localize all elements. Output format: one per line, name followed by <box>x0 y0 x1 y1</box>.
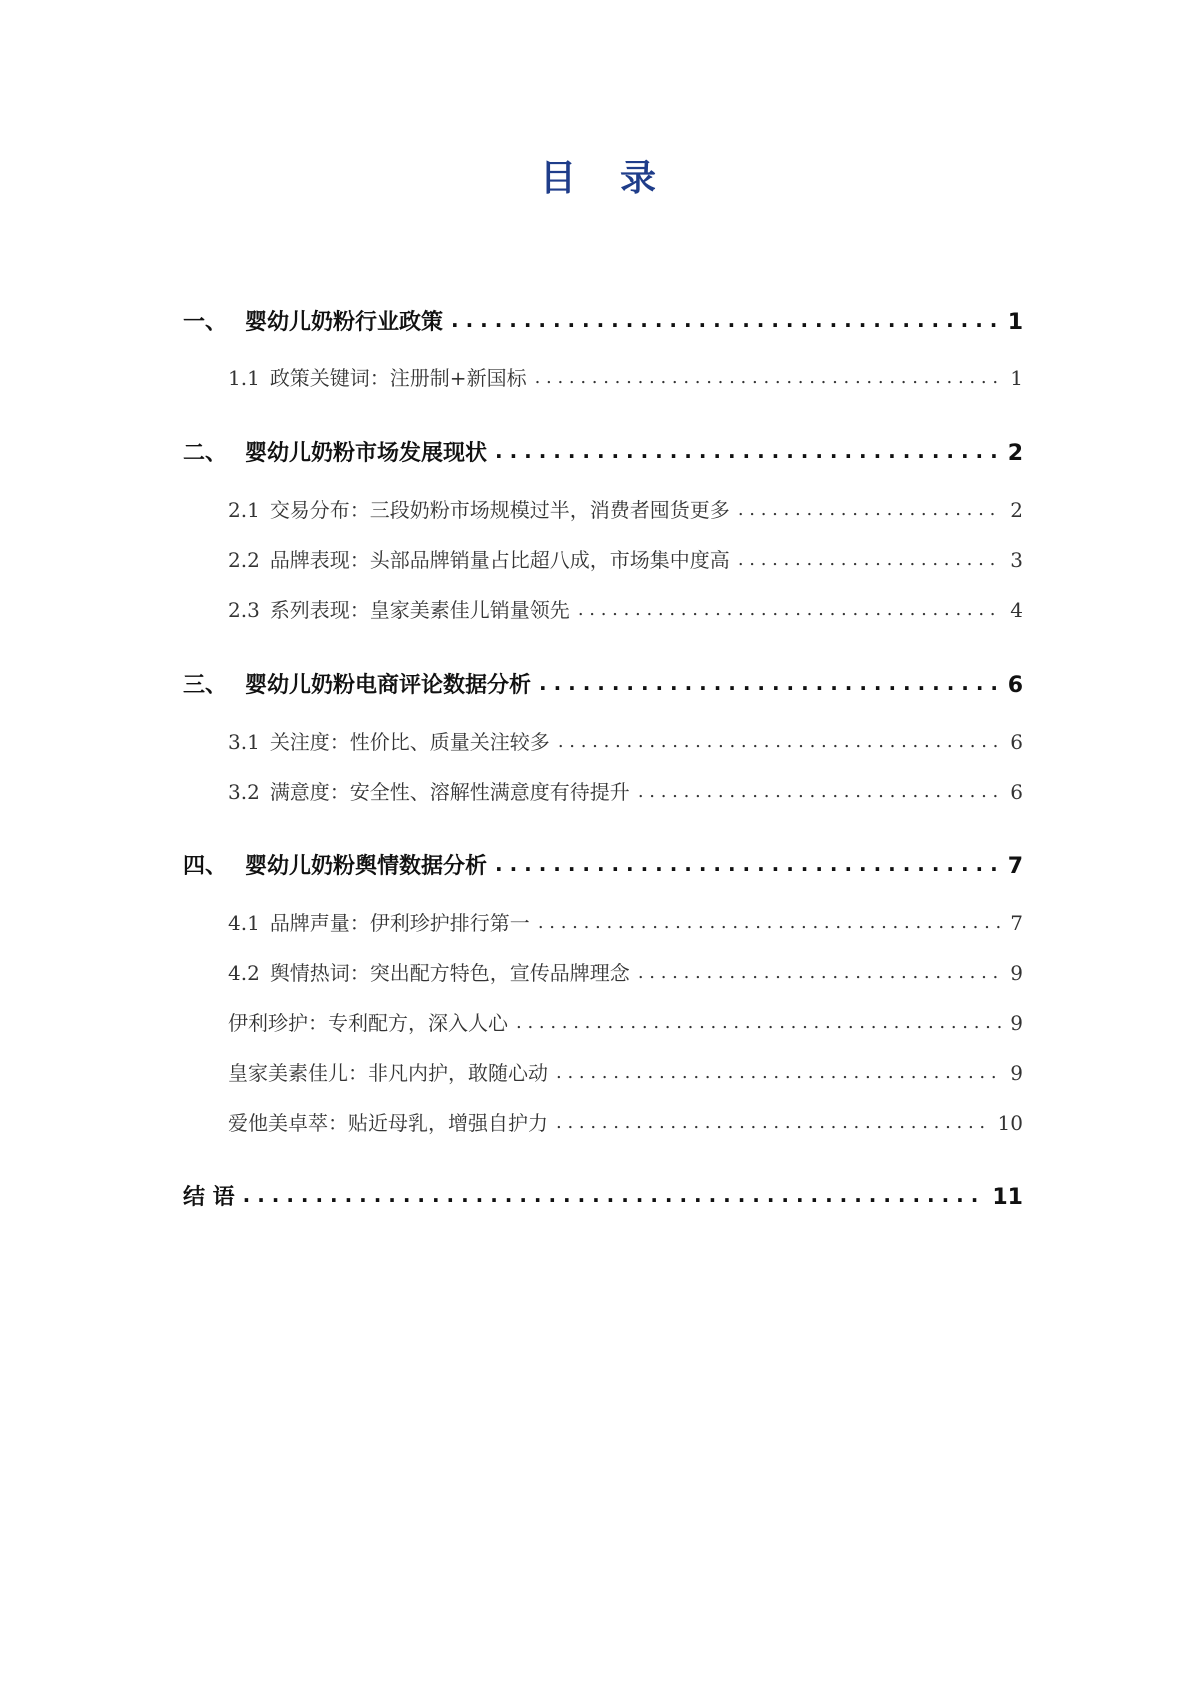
toc-leader-dots <box>638 781 1002 802</box>
toc-entry[interactable] <box>228 544 1023 573</box>
toc-entry-page: 6 <box>1007 673 1023 698</box>
toc-entry[interactable] <box>228 594 1023 623</box>
toc-leader-dots <box>243 1183 985 1207</box>
toc-entry[interactable] <box>183 305 1023 336</box>
toc-leader-dots <box>495 439 1000 463</box>
toc-entry-page: 7 <box>1007 854 1023 879</box>
toc-leader-dots <box>556 1062 1002 1083</box>
toc-entry-number: 2.3 <box>228 598 260 622</box>
toc-entry-number: 二、 <box>183 441 228 466</box>
toc-entry-title: 婴幼儿奶粉舆情数据分析 <box>245 854 488 879</box>
toc-leader-dots <box>451 308 1000 332</box>
toc-entry-page: 6 <box>1010 730 1023 754</box>
toc-entry-number: 3.2 <box>228 780 260 804</box>
toc-entry[interactable] <box>228 1107 1023 1136</box>
toc-entry-title: 婴幼儿奶粉市场发展现状 <box>245 441 488 466</box>
toc-entry-page: 2 <box>1010 498 1023 522</box>
toc-leader-dots <box>578 599 1002 620</box>
toc-entry-page: 3 <box>1010 548 1023 572</box>
toc-entry-page: 6 <box>1010 780 1023 804</box>
toc-entry[interactable] <box>228 494 1023 523</box>
toc-entry-page: 2 <box>1007 441 1023 466</box>
toc-leader-dots <box>556 1112 990 1133</box>
toc-entry-page: 4 <box>1010 598 1023 622</box>
toc-entry[interactable] <box>228 1057 1023 1086</box>
toc-entry[interactable] <box>228 776 1023 805</box>
toc-entry-title: 品牌声量：伊利珍护排行第一 <box>269 911 530 935</box>
toc-entry-title: 系列表现：皇家美素佳儿销量领先 <box>269 598 570 622</box>
toc-entry-page: 9 <box>1010 1011 1023 1035</box>
toc-entry-page: 10 <box>997 1111 1023 1135</box>
toc-entry-page: 11 <box>992 1185 1023 1210</box>
toc-entry[interactable] <box>228 1007 1023 1036</box>
toc-leader-dots <box>516 1012 1002 1033</box>
toc-entry[interactable] <box>183 668 1023 699</box>
toc-leader-dots <box>539 671 1000 695</box>
toc-entry-title: 婴幼儿奶粉电商评论数据分析 <box>245 673 532 698</box>
toc-leader-dots <box>558 731 1002 752</box>
toc-leader-dots <box>535 367 1003 388</box>
toc-entry-title: 关注度：性价比、质量关注较多 <box>269 730 550 754</box>
toc-entry[interactable] <box>228 957 1023 986</box>
toc-entry-title: 政策关键词：注册制+新国标 <box>269 366 527 390</box>
toc-entry-number: 1.1 <box>228 366 260 390</box>
toc-entry-title: 舆情热词：突出配方特色，宣传品牌理念 <box>269 961 630 985</box>
toc-entry-number: 4.2 <box>228 961 260 985</box>
page-title: 目 录 <box>539 158 660 199</box>
toc-leader-dots <box>638 962 1002 983</box>
toc-leader-dots <box>738 549 1002 570</box>
toc-entry-page: 1 <box>1007 310 1023 335</box>
toc-entry-title: 品牌表现：头部品牌销量占比超八成，市场集中度高 <box>269 548 730 572</box>
toc-entry-title: 交易分布：三段奶粉市场规模过半，消费者囤货更多 <box>269 498 730 522</box>
toc-entry-number: 2.2 <box>228 548 260 572</box>
toc-entry-page: 9 <box>1010 961 1023 985</box>
toc-entry[interactable] <box>228 362 1023 391</box>
toc-entry-number: 四、 <box>183 854 228 879</box>
toc-entry-title: 婴幼儿奶粉行业政策 <box>245 310 444 335</box>
toc-entry-page: 1 <box>1010 366 1023 390</box>
toc-entry-title: 皇家美素佳儿：非凡内护，敢随心动 <box>228 1061 548 1085</box>
toc-entry-number: 三、 <box>183 673 228 698</box>
toc-entry-title: 满意度：安全性、溶解性满意度有待提升 <box>269 780 630 804</box>
toc-entry-title: 结 语 <box>183 1185 235 1210</box>
toc-entry-title: 爱他美卓萃：贴近母乳，增强自护力 <box>228 1111 548 1135</box>
toc-leader-dots <box>538 912 1002 933</box>
toc-entry[interactable] <box>183 436 1023 467</box>
toc-leader-dots <box>495 852 1000 876</box>
toc-entry[interactable] <box>183 1180 1023 1211</box>
toc-entry[interactable] <box>228 726 1023 755</box>
toc-leader-dots <box>738 499 1002 520</box>
toc-entry-number: 3.1 <box>228 730 260 754</box>
toc-entry-number: 2.1 <box>228 498 260 522</box>
toc-entry-page: 9 <box>1010 1061 1023 1085</box>
toc-entry-number: 4.1 <box>228 911 260 935</box>
toc-entry[interactable] <box>228 907 1023 936</box>
toc-entry[interactable] <box>183 849 1023 880</box>
toc-entry-page: 7 <box>1010 911 1023 935</box>
toc-entry-number: 一、 <box>183 310 228 335</box>
toc-entry-title: 伊利珍护：专利配方，深入人心 <box>228 1011 508 1035</box>
